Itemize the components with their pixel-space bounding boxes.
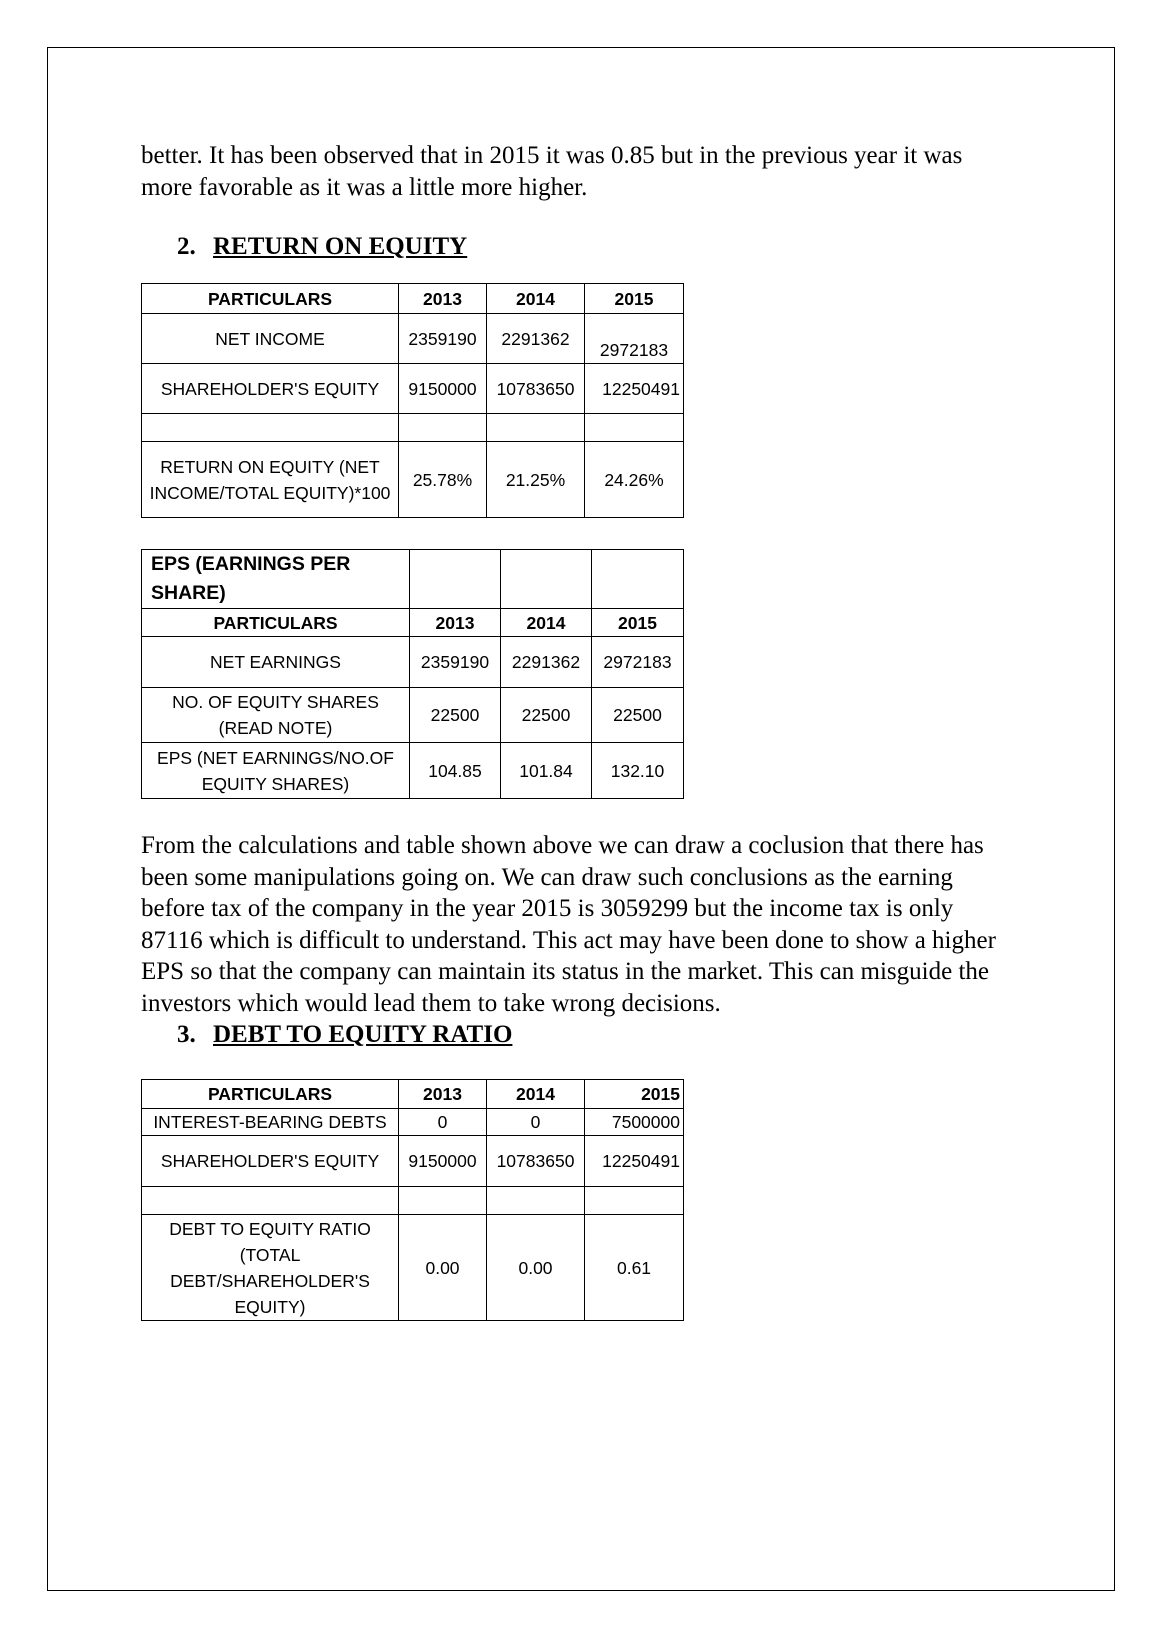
table-cell xyxy=(399,1187,487,1215)
table-cell: 9150000 xyxy=(399,1136,487,1187)
table-cell: 12250491 xyxy=(585,1136,684,1187)
table-cell xyxy=(487,1187,585,1215)
table-cell: 25.78% xyxy=(399,442,487,518)
table-cell xyxy=(585,1187,684,1215)
empty-cell xyxy=(410,550,501,609)
header-cell: 2015 xyxy=(592,609,684,637)
eps-table xyxy=(141,549,684,799)
table-row xyxy=(142,442,684,518)
row-label: EPS (NET EARNINGS/NO.OF EQUITY SHARES) xyxy=(142,743,410,799)
table-cell: 22500 xyxy=(410,688,501,743)
table-cell: 0 xyxy=(399,1109,487,1136)
section-heading-der xyxy=(141,1019,1041,1050)
empty-cell xyxy=(501,550,592,609)
table-cell: 2359190 xyxy=(399,314,487,364)
empty-cell xyxy=(592,550,684,609)
header-cell: 2013 xyxy=(410,609,501,637)
table-cell xyxy=(585,414,684,442)
table-cell: 104.85 xyxy=(410,743,501,799)
table-row xyxy=(142,688,684,743)
table-row xyxy=(142,637,684,688)
table-cell: 101.84 xyxy=(501,743,592,799)
table-title: EPS (EARNINGS PER SHARE) xyxy=(142,550,410,609)
table-row xyxy=(142,1109,684,1136)
table-cell: 21.25% xyxy=(487,442,585,518)
roe-table xyxy=(141,283,684,518)
table-cell: 7500000 xyxy=(585,1109,684,1136)
row-label: DEBT TO EQUITY RATIO (TOTAL DEBT/SHAREHOLDER'S EQUITY) xyxy=(142,1215,399,1321)
der-table xyxy=(141,1079,684,1321)
table-cell: 0.00 xyxy=(487,1215,585,1321)
table-cell: 22500 xyxy=(501,688,592,743)
table-header-row xyxy=(142,1080,684,1109)
header-cell: PARTICULARS xyxy=(142,284,399,314)
table-cell xyxy=(142,1187,399,1215)
table-cell: 10783650 xyxy=(487,364,585,414)
table-cell: 2359190 xyxy=(410,637,501,688)
table-cell xyxy=(399,414,487,442)
table-cell xyxy=(142,414,399,442)
header-cell: 2014 xyxy=(487,284,585,314)
section-title: DEBT TO EQUITY RATIO xyxy=(213,1021,513,1048)
row-label: NET EARNINGS xyxy=(142,637,410,688)
table-cell: 24.26% xyxy=(585,442,684,518)
row-label: RETURN ON EQUITY (NET INCOME/TOTAL EQUITY)*100 xyxy=(142,442,399,518)
row-label: SHAREHOLDER'S EQUITY xyxy=(142,1136,399,1187)
row-label: NO. OF EQUITY SHARES (READ NOTE) xyxy=(142,688,410,743)
section-number: 3. xyxy=(177,1021,196,1048)
table-cell: 22500 xyxy=(592,688,684,743)
header-cell: 2014 xyxy=(501,609,592,637)
row-label: SHAREHOLDER'S EQUITY xyxy=(142,364,399,414)
header-cell: 2014 xyxy=(487,1080,585,1109)
header-cell: 2015 xyxy=(585,284,684,314)
header-cell: 2015 xyxy=(585,1080,684,1109)
table-cell: 132.10 xyxy=(592,743,684,799)
header-cell: PARTICULARS xyxy=(142,1080,399,1109)
intro-paragraph: better. It has been observed that in 2015 it was 0.85 but in the previous year it was more favorable as it was a little more higher. xyxy=(141,142,963,201)
table-cell: 0 xyxy=(487,1109,585,1136)
table-cell: 12250491 xyxy=(585,364,684,414)
conclusion-paragraph: From the calculations and table shown above we can draw a coclusion that there has been some manipulations going on. We can draw such conclusions as the earning before tax of the company in the year 2015 is 3059299 but the income tax is only 87116 which is difficult to understand. This act may have been done to show a higher EPS so that the company can maintain its status in the market. This can misguide the investors which would lead them to take wrong decisions. xyxy=(141,832,996,1017)
table-title-row xyxy=(142,550,684,609)
table-cell: 9150000 xyxy=(399,364,487,414)
table-row xyxy=(142,743,684,799)
table-header-row xyxy=(142,284,684,314)
table-row xyxy=(142,1136,684,1187)
table-cell: 0.61 xyxy=(585,1215,684,1321)
table-header-row xyxy=(142,609,684,637)
header-cell: 2013 xyxy=(399,1080,487,1109)
table-cell: 2291362 xyxy=(487,314,585,364)
table-cell: 0.00 xyxy=(399,1215,487,1321)
section-title: RETURN ON EQUITY xyxy=(213,233,468,260)
table-cell: 10783650 xyxy=(487,1136,585,1187)
section-number: 2. xyxy=(177,233,196,260)
table-cell: 2972183 xyxy=(592,637,684,688)
row-label: NET INCOME xyxy=(142,314,399,364)
table-row xyxy=(142,1215,684,1321)
table-cell: 2972183 xyxy=(585,314,684,364)
table-row xyxy=(142,1187,684,1215)
section-heading-roe xyxy=(141,231,1041,262)
header-cell: 2013 xyxy=(399,284,487,314)
table-row xyxy=(142,314,684,364)
document-body xyxy=(141,140,1041,1321)
row-label: INTEREST-BEARING DEBTS xyxy=(142,1109,399,1136)
table-cell: 2291362 xyxy=(501,637,592,688)
table-cell xyxy=(487,414,585,442)
header-cell: PARTICULARS xyxy=(142,609,410,637)
table-row xyxy=(142,414,684,442)
table-row xyxy=(142,364,684,414)
